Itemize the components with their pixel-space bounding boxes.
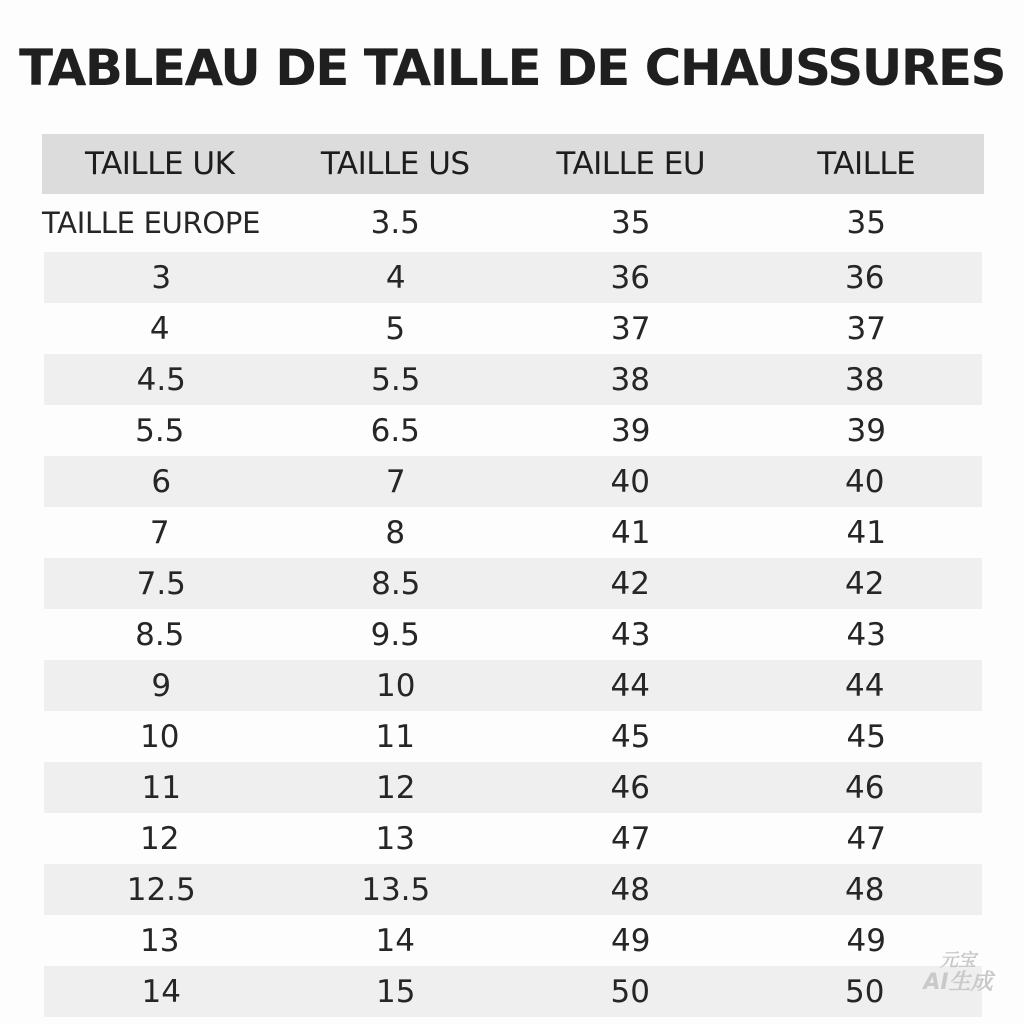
table-row [44, 966, 982, 1017]
table-cell: 4.5 [136, 361, 186, 398]
table-cell: 12 [140, 820, 180, 857]
table-row [42, 711, 984, 762]
table-cell: 11 [375, 718, 415, 755]
table-body [42, 194, 984, 1017]
table-cell: 4 [149, 310, 170, 347]
table-cell: 41 [611, 514, 651, 551]
table-cell: 7.5 [136, 565, 186, 602]
table-cell: 37 [611, 310, 651, 347]
table-cell: 5.5 [371, 361, 421, 398]
table-row [44, 864, 982, 915]
table-cell: 40 [610, 463, 650, 500]
table-cell: 44 [610, 667, 650, 704]
watermark-line2: AI生成 [923, 970, 993, 995]
header-cell-us: TAILLE US [320, 146, 470, 182]
table-cell: 50 [610, 973, 650, 1010]
table-cell: 6 [151, 463, 172, 500]
table-cell: 46 [610, 769, 650, 806]
table-row [42, 609, 984, 660]
table-cell: 3 [151, 259, 172, 296]
table-cell: 10 [140, 718, 180, 755]
table-cell: 8 [385, 514, 406, 551]
table-cell: 35 [846, 205, 886, 241]
table-cell: 13 [140, 922, 180, 959]
table-row [42, 507, 984, 558]
table-row [42, 194, 984, 252]
table-cell: 36 [610, 259, 650, 296]
table-row [42, 405, 984, 456]
table-cell: 15 [376, 973, 416, 1010]
table-row [44, 660, 982, 711]
table-cell: 49 [611, 922, 651, 959]
table-cell: 39 [846, 412, 886, 449]
table-cell: TAILLE EUROPE [42, 206, 261, 240]
table-cell: 46 [845, 769, 885, 806]
table-row [44, 558, 982, 609]
table-cell: 36 [845, 259, 885, 296]
table-cell: 5 [385, 310, 406, 347]
table-cell: 40 [845, 463, 885, 500]
table-cell: 5.5 [135, 412, 185, 449]
table-cell: 38 [845, 361, 885, 398]
table-cell: 43 [846, 616, 886, 653]
table-cell: 45 [846, 718, 886, 755]
table-cell: 9.5 [370, 616, 420, 653]
table-cell: 39 [611, 412, 651, 449]
watermark-logo [918, 950, 998, 994]
table-cell: 49 [846, 922, 886, 959]
table-cell: 10 [376, 667, 416, 704]
table-cell: 38 [610, 361, 650, 398]
table-cell: 7 [385, 463, 406, 500]
table-cell: 47 [611, 820, 651, 857]
header-cell-uk: TAILLE UK [85, 146, 235, 182]
table-cell: 12 [376, 769, 416, 806]
table-cell: 14 [375, 922, 415, 959]
table-cell: 11 [141, 769, 181, 806]
table-cell: 14 [141, 973, 181, 1010]
table-cell: 48 [845, 871, 885, 908]
table-cell: 50 [845, 973, 885, 1010]
size-table [42, 134, 984, 1017]
table-row [42, 915, 984, 966]
table-cell: 9 [151, 667, 172, 704]
table-cell: 12.5 [126, 871, 196, 908]
table-cell: 48 [610, 871, 650, 908]
table-cell: 13.5 [361, 871, 431, 908]
table-row [44, 252, 982, 303]
table-cell: 44 [845, 667, 885, 704]
table-row [44, 456, 982, 507]
table-cell: 37 [846, 310, 886, 347]
table-cell: 45 [611, 718, 651, 755]
table-cell: 3.5 [370, 205, 420, 241]
table-cell: 43 [611, 616, 651, 653]
table-cell: 47 [846, 820, 886, 857]
table-cell: 42 [845, 565, 885, 602]
table-row [44, 762, 982, 813]
table-cell: 8.5 [135, 616, 185, 653]
header-cell-eu: TAILLE EU [556, 146, 706, 182]
table-row [44, 354, 982, 405]
table-cell: 4 [385, 259, 406, 296]
header-cell-taille: TAILLE [817, 146, 916, 182]
table-cell: 42 [610, 565, 650, 602]
watermark-line1: 元宝 [940, 950, 976, 971]
table-cell: 7 [149, 514, 170, 551]
table-row [42, 813, 984, 864]
table-header [42, 134, 984, 194]
table-row [42, 303, 984, 354]
table-cell: 8.5 [371, 565, 421, 602]
table-cell: 6.5 [370, 412, 420, 449]
table-cell: 13 [375, 820, 415, 857]
page-title: TABLEAU DE TAILLE DE CHAUSSURES [19, 39, 1005, 97]
table-cell: 35 [611, 205, 651, 241]
table-cell: 41 [846, 514, 886, 551]
